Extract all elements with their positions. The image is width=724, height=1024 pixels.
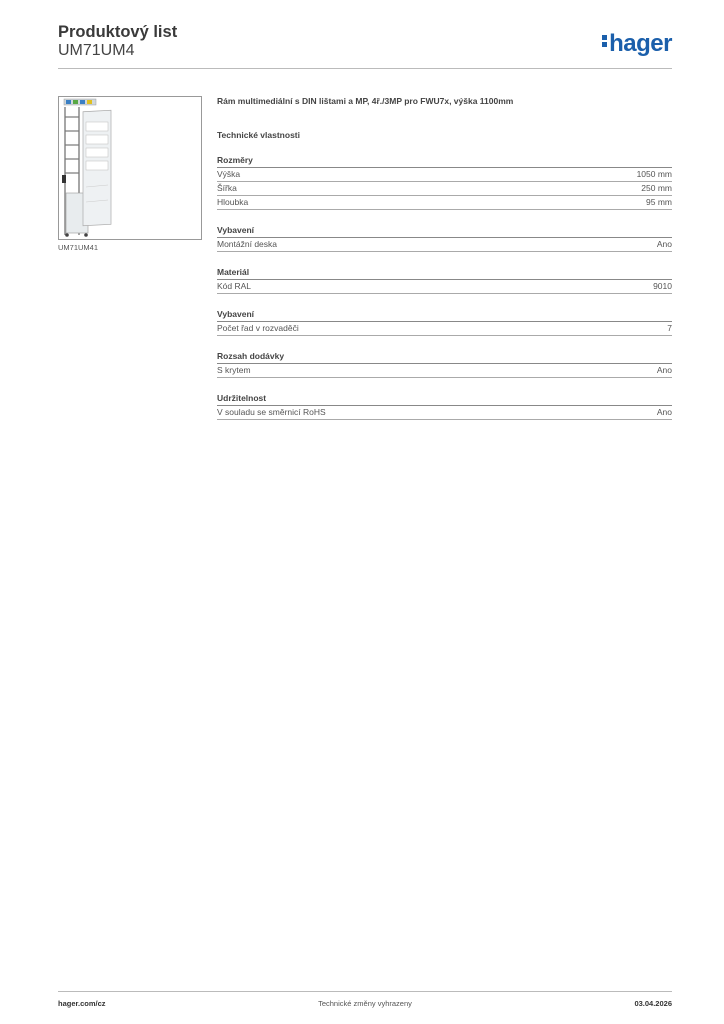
spec-label: V souladu se směrnicí RoHS <box>217 407 326 417</box>
spec-label: S krytem <box>217 365 251 375</box>
section-title: Materiál <box>217 267 672 280</box>
spec-value: Ano <box>656 365 672 375</box>
spec-value: 95 mm <box>646 197 672 207</box>
header-divider <box>58 68 672 69</box>
spec-label: Šířka <box>217 183 237 193</box>
section-dimensions <box>217 155 672 210</box>
spec-row <box>217 280 672 294</box>
image-caption: UM71UM41 <box>58 243 99 252</box>
spec-label: Montážní deska <box>217 239 278 249</box>
spec-label: Výška <box>217 169 241 179</box>
page-header <box>58 20 672 70</box>
product-description: Rám multimediální s DIN lištami a MP, 4ř./3MP pro FWU7x, výška 1100mm <box>217 96 514 106</box>
section-title: Udržitelnost <box>217 393 672 406</box>
spec-row <box>217 182 672 196</box>
section-title: Rozměry <box>217 155 672 168</box>
spec-label: Kód RAL <box>217 281 252 291</box>
section-equipment-rows <box>217 309 672 336</box>
spec-label: Hloubka <box>217 197 249 207</box>
product-code: UM71UM4 <box>58 42 135 59</box>
product-details <box>217 96 672 420</box>
section-title: Vybavení <box>217 309 672 322</box>
product-image <box>58 96 202 240</box>
footer-disclaimer: Technické změny vyhrazeny <box>318 999 412 1008</box>
section-equipment <box>217 225 672 252</box>
spec-value: 1050 mm <box>636 169 672 179</box>
footer-divider <box>58 991 672 992</box>
spec-row <box>217 406 672 420</box>
spec-row <box>217 168 672 182</box>
spec-label: Počet řad v rozvaděči <box>217 323 299 333</box>
footer-website-link[interactable]: hager.com/cz <box>58 999 106 1008</box>
document-title: Produktový list <box>58 23 178 41</box>
section-delivery-scope <box>217 351 672 378</box>
section-sustainability <box>217 393 672 420</box>
spec-row <box>217 196 672 210</box>
spec-row <box>217 238 672 252</box>
section-title: Rozsah dodávky <box>217 351 672 364</box>
spec-row <box>217 322 672 336</box>
section-title: Vybavení <box>217 225 672 238</box>
spec-value: Ano <box>656 239 672 249</box>
spec-value: 7 <box>667 323 672 333</box>
spec-row <box>217 364 672 378</box>
logo-dots-icon <box>602 33 607 49</box>
spec-value: 250 mm <box>641 183 672 193</box>
spec-value: 9010 <box>653 281 672 291</box>
hager-logo: hager <box>602 30 672 58</box>
tech-properties-heading: Technické vlastnosti <box>217 130 300 140</box>
spec-value: Ano <box>656 407 672 417</box>
frame-illustration-icon <box>59 97 201 239</box>
footer-date: 03.04.2026 <box>634 999 672 1008</box>
section-material <box>217 267 672 294</box>
